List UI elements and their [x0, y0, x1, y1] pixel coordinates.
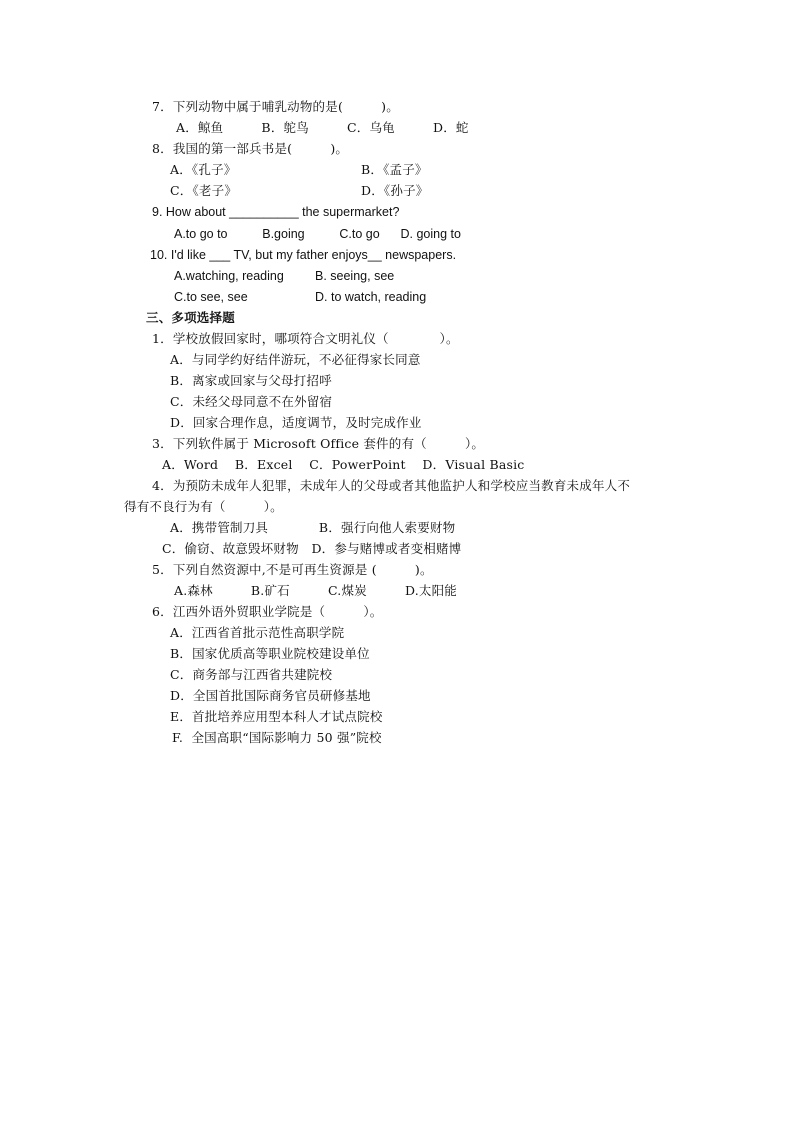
question-7-options: A．鲸鱼 B．鸵鸟 C．乌龟 D．蛇 [176, 120, 469, 135]
multi-question-3-options: A．Word B．Excel C．PowerPoint D．Visual Basic [162, 457, 525, 472]
section-3-title: 三、多项选择题 [146, 310, 235, 325]
multi-question-6-option-c: C．商务部与江西省共建院校 [170, 667, 333, 682]
question-10-option-a: A.watching, reading [174, 269, 284, 283]
question-9-stem: 9. How about __________ the supermarket? [152, 205, 400, 219]
question-7-stem: 7．下列动物中属于哺乳动物的是( )。 [152, 99, 399, 114]
question-8-option-c: C．《老子》 [170, 183, 238, 198]
question-10-option-d: D. to watch, reading [315, 290, 427, 304]
multi-question-1-option-b: B．离家或回家与父母打招呼 [170, 373, 332, 388]
multi-question-6-option-f: F. 全国高职“国际影响力 50 强”院校 [172, 730, 382, 745]
multi-question-5-options: A.森林 B.矿石 C.煤炭 D.太阳能 [174, 583, 458, 598]
multi-question-5-stem: 5．下列自然资源中,不是可再生资源是 ( )。 [152, 562, 433, 577]
multi-question-1-option-a: A．与同学约好结伴游玩，不必征得家长同意 [170, 352, 421, 367]
multi-question-1-option-d: D．回家合理作息，适度调节，及时完成作业 [170, 415, 422, 430]
question-10-option-c: C.to see, see [174, 290, 248, 304]
question-10-stem: 10. I'd like ___ TV, but my father enjoys__ newspapers. [150, 248, 457, 262]
multi-question-6-option-d: D．全国首批国际商务官员研修基地 [170, 688, 371, 703]
question-8-option-d: D．《孙子》 [361, 183, 429, 198]
question-8-option-b: B．《孟子》 [361, 162, 428, 177]
multi-question-3-stem: 3．下列软件属于 Microsoft Office 套件的有（ ）。 [152, 436, 485, 451]
multi-question-6-option-e: E．首批培养应用型本科人才试点院校 [170, 709, 383, 724]
multi-question-6-stem: 6．江西外语外贸职业学院是（ ）。 [152, 604, 383, 619]
question-10-option-b: B. seeing, see [315, 269, 395, 283]
multi-question-6-option-a: A．江西省首批示范性高职学院 [170, 625, 345, 640]
multi-question-4-options-ab: A．携带管制刀具 B．强行向他人索要财物 [170, 520, 456, 535]
multi-question-4-stem-line-2: 得有不良行为有（ ）。 [124, 499, 283, 514]
question-9-options: A.to go to B.going C.to go D. going to [174, 227, 461, 241]
multi-question-1-option-c: C．未经父母同意不在外留宿 [170, 394, 333, 409]
multi-question-6-option-b: B．国家优质高等职业院校建设单位 [170, 646, 370, 661]
question-8-stem: 8．我国的第一部兵书是( )。 [152, 141, 349, 156]
multi-question-1-stem: 1．学校放假回家时，哪项符合文明礼仪（ ）。 [152, 331, 459, 346]
question-8-option-a: A．《孔子》 [170, 162, 237, 177]
multi-question-4-stem-line-1: 4．为预防未成年人犯罪，未成年人的父母或者其他监护人和学校应当教育未成年人不 [152, 478, 631, 493]
multi-question-4-options-cd: C．偷窃、故意毁坏财物 D．参与赌博或者变相赌博 [162, 541, 462, 556]
